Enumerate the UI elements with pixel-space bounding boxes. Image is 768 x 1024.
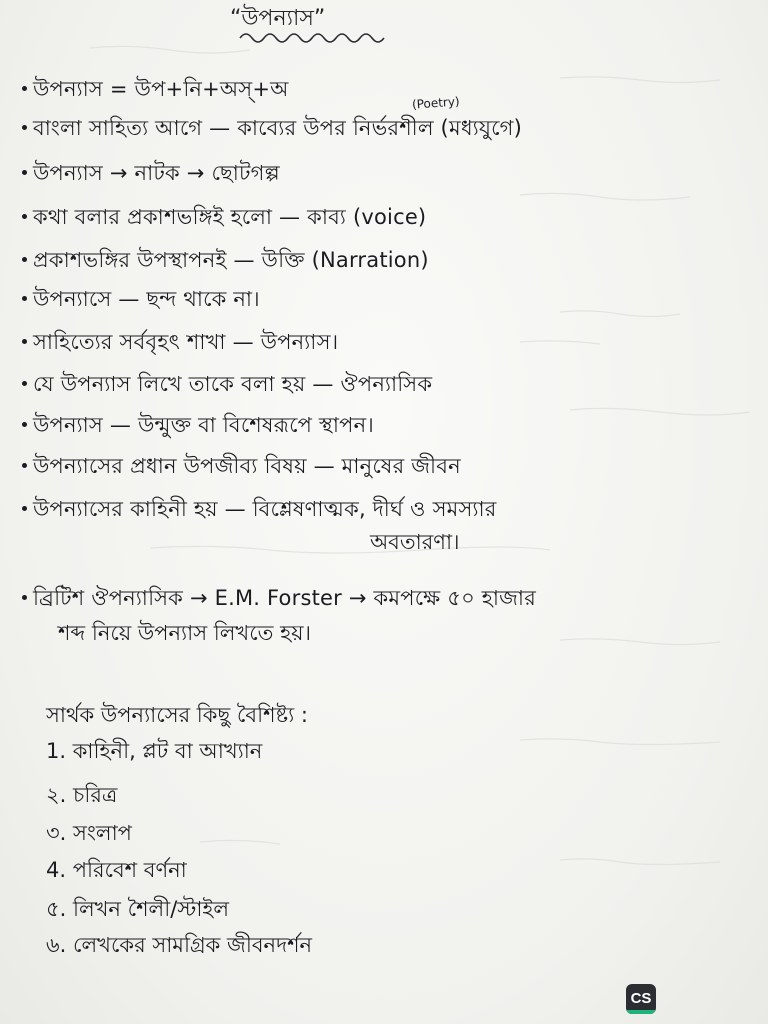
feature-item: 1. কাহিনী, প্লট বা আখ্যান [46, 739, 263, 763]
bullet-dot [22, 170, 27, 175]
note-text: সাহিত্যের সর্ববৃহৎ শাখা — উপন্যাস। [33, 330, 339, 354]
note-text: উপন্যাস → নাটক → ছোটগল্প [33, 161, 280, 185]
bullet-dot [22, 381, 27, 386]
bullet-dot [22, 257, 27, 262]
note-line [22, 74, 289, 104]
bullet-dot [22, 296, 27, 301]
note-line [22, 369, 432, 399]
note-text: উপন্যাসে — ছন্দ থাকে না। [33, 287, 260, 311]
note-line [22, 245, 429, 275]
note-continuation: শব্দ নিয়ে উপন্যাস লিখতে হয়। [58, 621, 311, 645]
note-line [22, 113, 522, 143]
note-text: ব্রিটিশ ঔপন্যাসিক → E.M. Forster → কমপক্ষে ৫০ হাজার [33, 586, 536, 610]
note-text: কথা বলার প্রকাশভঙ্গিই হলো — কাব্য (voice) [33, 205, 427, 229]
note-text: উপন্যাসের কাহিনী হয় — বিশ্লেষণাত্মক, দীর্ঘ ও সমস্যার [33, 497, 497, 521]
page-title: “উপন্যাস” [230, 6, 326, 31]
bullet-dot [22, 595, 27, 600]
note-line [22, 202, 426, 232]
bullet-dot [22, 125, 27, 130]
note-line [22, 451, 461, 481]
note-line [22, 494, 497, 524]
note-line [22, 327, 338, 357]
note-text: যে উপন্যাস লিখে তাকে বলা হয় — ঔপন্যাসিক [33, 372, 433, 396]
bullet-dot [22, 506, 27, 511]
feature-item: ৫. লিখন শৈলী/স্টাইল [46, 897, 230, 921]
bullet-dot [22, 86, 27, 91]
camscanner-icon: CS [626, 984, 656, 1014]
feature-item: ২. চরিত্র [46, 783, 118, 807]
bullet-dot [22, 422, 27, 427]
note-text: উপন্যাস = উপ+নি+অস্+অ [33, 77, 289, 101]
bullet-dot [22, 339, 27, 344]
note-continuation: অবতারণা। [370, 530, 460, 554]
title-underline-squiggle [238, 30, 388, 46]
note-line [22, 583, 536, 613]
features-heading: সার্থক উপন্যাসের কিছু বৈশিষ্ট্য : [46, 703, 308, 727]
note-text: উপন্যাসের প্রধান উপজীব্য বিষয় — মানুষের জীবন [33, 454, 461, 478]
feature-item: ৬. লেখকের সামগ্রিক জীবনদর্শন [46, 933, 313, 957]
note-text: প্রকাশভঙ্গির উপস্থাপনই — উক্তি (Narration) [33, 248, 429, 272]
feature-item: 4. পরিবেশ বর্ণনা [46, 858, 187, 882]
poetry-note: (Poetry) [411, 94, 461, 112]
note-text: উপন্যাস — উন্মুক্ত বা বিশেষরূপে স্থাপন। [33, 413, 375, 437]
note-line [22, 158, 280, 188]
bullet-dot [22, 214, 27, 219]
note-text: বাংলা সাহিত্য আগে — কাব্যের উপর নির্ভরশীল (মধ্যযুগে) [33, 116, 522, 140]
note-line [22, 284, 260, 314]
note-line [22, 410, 374, 440]
bullet-dot [22, 463, 27, 468]
feature-item: ৩. সংলাপ [46, 821, 132, 845]
